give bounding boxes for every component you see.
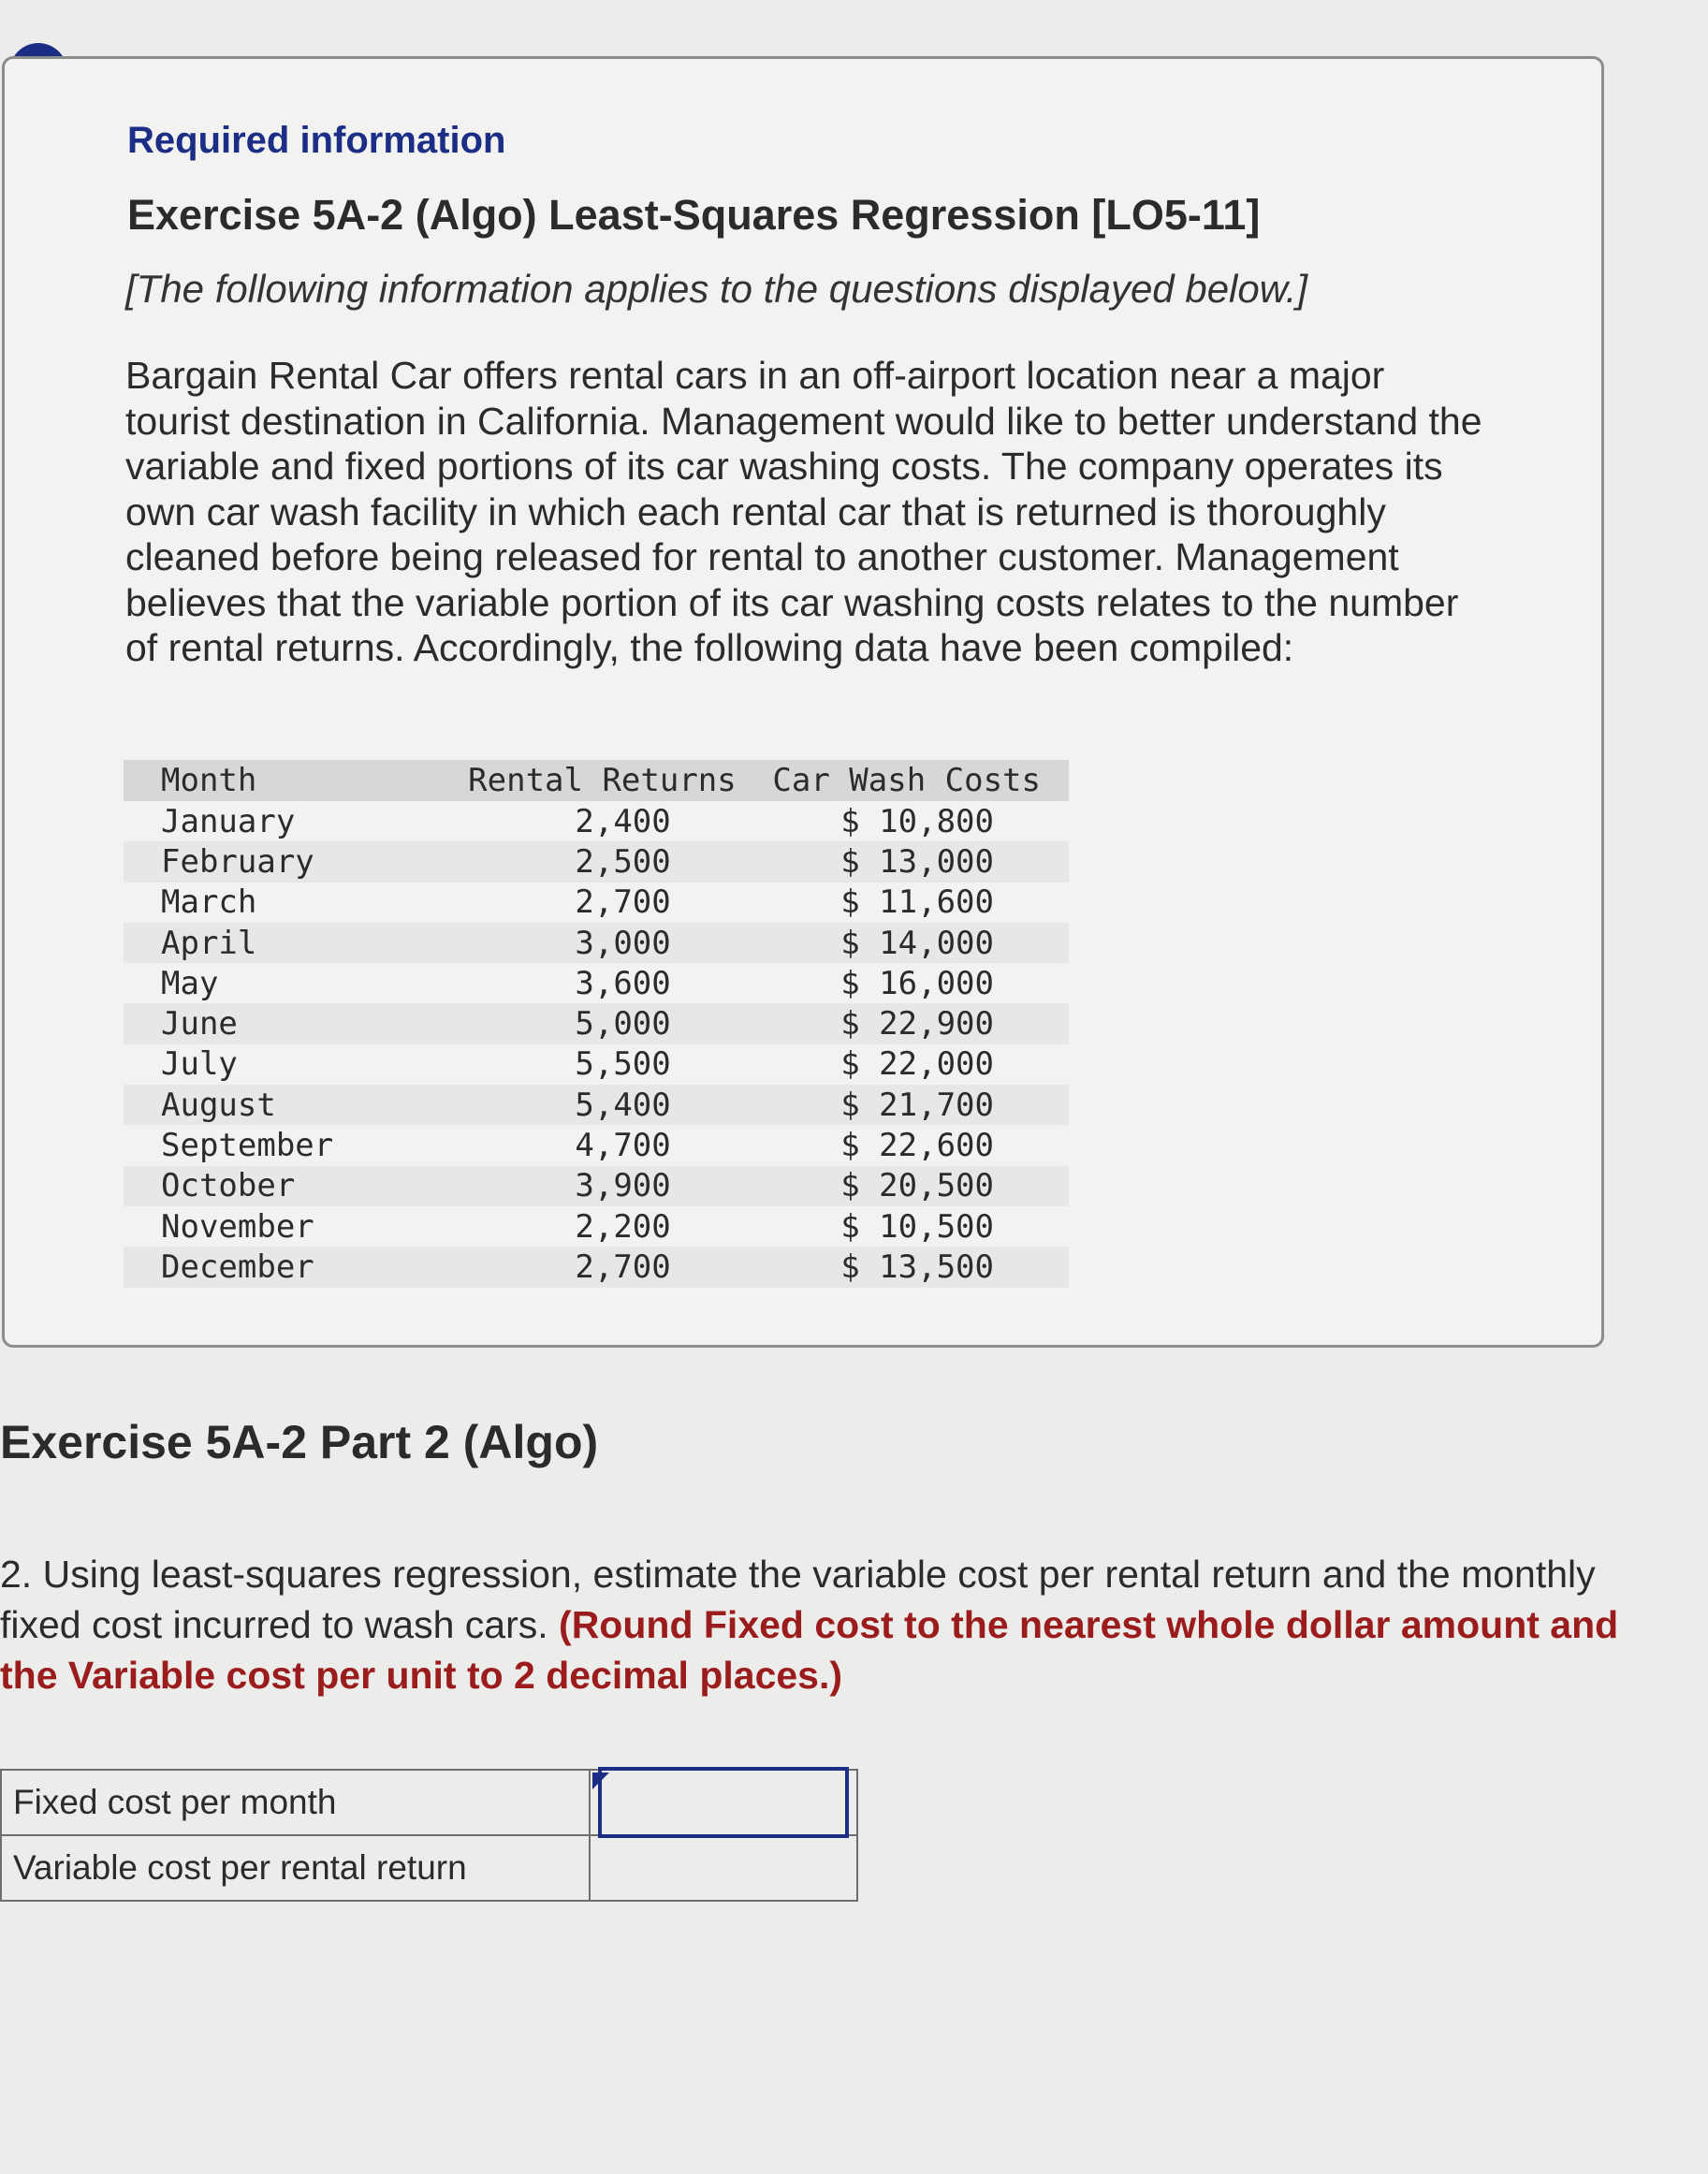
rental-returns-cell: 3,000 xyxy=(422,923,745,963)
table-row xyxy=(124,1166,1069,1206)
car-wash-costs-cell: $ 16,000 xyxy=(840,964,994,1002)
header-car-wash-costs: Car Wash Costs xyxy=(746,760,1069,801)
applies-note: [The following information applies to the questions displayed below.] xyxy=(125,267,1308,311)
intro-paragraph: Bargain Rental Car offers rental cars in an off-airport location near a major tourist destination in California. Management would like to better understand the variable and fixed portions of its car washing costs. The company operates its own car wash facility in which each rental car that is returned is thoroughly cleaned before being released for rental to another customer. Management believes that the variable portion of its car washing costs relates to the number of rental returns. Accordingly, the following data have been compiled: xyxy=(125,354,1482,669)
car-wash-costs-cell: $ 13,000 xyxy=(746,841,1069,882)
table-row xyxy=(124,1247,1069,1287)
question-instruction: (Round Fixed cost to the nearest whole dollar amount and the Variable cost per unit to 2 decimal places.) xyxy=(0,1603,1619,1697)
rental-returns-cell: 5,500 xyxy=(575,1045,671,1084)
month-cell: May xyxy=(161,964,219,1002)
table-header-row xyxy=(124,760,1069,801)
required-information-heading: Required information xyxy=(127,120,506,161)
fixed-cost-input[interactable] xyxy=(602,1771,845,1834)
table-row xyxy=(124,1125,1069,1165)
table-row xyxy=(124,1044,1069,1085)
car-wash-costs-cell: $ 10,500 xyxy=(840,1207,994,1246)
fixed-cost-cell xyxy=(590,1770,857,1835)
table-row xyxy=(124,1085,1069,1125)
table-row xyxy=(124,1206,1069,1247)
car-wash-costs-cell: $ 20,500 xyxy=(746,1166,1069,1206)
answer-row-variable-cost xyxy=(1,1835,857,1901)
rental-returns-cell: 2,500 xyxy=(422,841,745,882)
rental-returns-cell: 2,200 xyxy=(575,1207,671,1246)
rental-returns-cell: 4,700 xyxy=(575,1127,671,1165)
month-cell: November xyxy=(161,1207,314,1246)
car-wash-costs-cell: $ 22,600 xyxy=(840,1127,994,1165)
rental-returns-cell: 3,600 xyxy=(575,964,671,1002)
month-cell: March xyxy=(161,883,257,922)
flag-icon xyxy=(592,1773,609,1789)
month-cell: December xyxy=(124,1247,422,1287)
question-text xyxy=(0,1549,1685,1700)
rental-returns-cell: 2,700 xyxy=(575,883,671,922)
header-month: Month xyxy=(124,760,422,801)
rental-returns-cell: 5,400 xyxy=(422,1085,745,1125)
fixed-cost-label: Fixed cost per month xyxy=(1,1770,590,1835)
car-wash-costs-cell: $ 22,900 xyxy=(746,1003,1069,1043)
table-row xyxy=(124,923,1069,963)
table-row xyxy=(124,1003,1069,1043)
rental-returns-cell: 5,000 xyxy=(422,1003,745,1043)
exercise-title: Exercise 5A-2 (Algo) Least-Squares Regression [LO5-11] xyxy=(127,191,1261,239)
rental-returns-cell: 2,700 xyxy=(422,1247,745,1287)
variable-cost-cell xyxy=(590,1835,857,1901)
rental-returns-cell: 3,900 xyxy=(422,1166,745,1206)
answer-table xyxy=(0,1769,858,1902)
car-wash-costs-cell: $ 22,000 xyxy=(840,1045,994,1084)
month-cell: August xyxy=(124,1085,422,1125)
answer-row-fixed-cost xyxy=(1,1770,857,1835)
rental-returns-cell: 2,400 xyxy=(575,802,671,840)
part-title: Exercise 5A-2 Part 2 (Algo) xyxy=(0,1416,599,1468)
table-row xyxy=(124,883,1069,923)
month-cell: September xyxy=(161,1127,334,1165)
car-wash-costs-cell: $ 10,800 xyxy=(840,802,994,840)
variable-cost-label: Variable cost per rental return xyxy=(1,1835,590,1901)
header-rental-returns: Rental Returns xyxy=(422,760,745,801)
month-cell: April xyxy=(124,923,422,963)
table-row xyxy=(124,963,1069,1003)
month-cell: January xyxy=(161,802,296,840)
table-row xyxy=(124,801,1069,841)
car-wash-costs-cell: $ 11,600 xyxy=(840,883,994,922)
month-cell: February xyxy=(124,841,422,882)
car-wash-costs-cell: $ 13,500 xyxy=(746,1247,1069,1287)
month-cell: October xyxy=(124,1166,422,1206)
car-wash-costs-cell: $ 21,700 xyxy=(746,1085,1069,1125)
car-wash-costs-cell: $ 14,000 xyxy=(746,923,1069,963)
variable-cost-input[interactable] xyxy=(602,1836,845,1900)
month-cell: July xyxy=(161,1045,238,1084)
question-body: 2. Using least-squares regression, estimate the variable cost per rental return and the monthly fixed cost incurred to wash cars. xyxy=(0,1553,1596,1646)
table-row xyxy=(124,841,1069,882)
data-table xyxy=(124,760,1069,1288)
month-cell: June xyxy=(124,1003,422,1043)
